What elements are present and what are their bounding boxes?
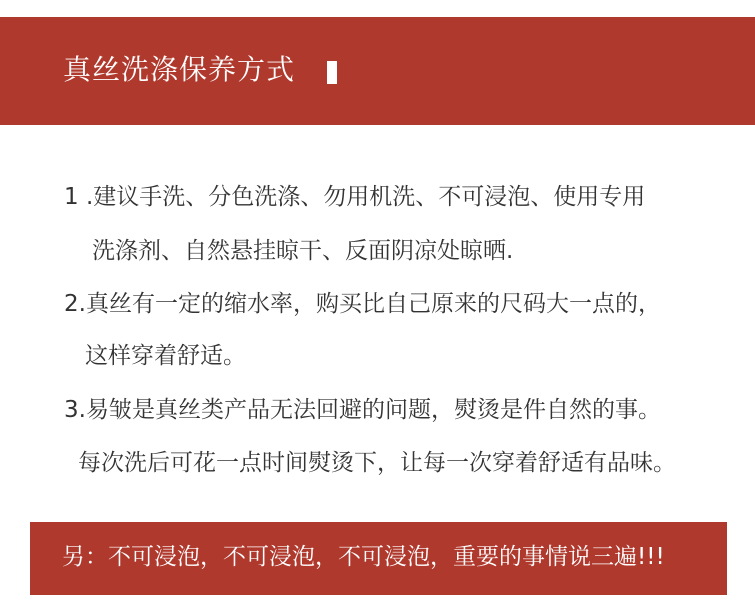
care-instruction-3-line-2: 每次洗后可花一点时间熨烫下，让每一次穿着舒适有品味。 [78, 450, 676, 476]
care-instruction-1-line-1: 1 .建议手洗、分色洗涤、勿用机洗、不可浸泡、使用专用 [64, 184, 646, 210]
care-instruction-3-line-1: 3.易皱是真丝类产品无法回避的问题，熨烫是件自然的事。 [64, 397, 661, 423]
page-title: 真丝洗涤保养方式 [63, 53, 296, 86]
care-instruction-1-line-2: 洗涤剂、自然悬挂晾干、反面阴凉处晾晒. [92, 238, 514, 264]
footer-warning: 另：不可浸泡，不可浸泡，不可浸泡，重要的事情说三遍!!! [62, 544, 665, 570]
bar-marker-icon [327, 61, 337, 84]
care-instruction-2-line-2: 这样穿着舒适。 [85, 343, 246, 369]
care-instruction-2-line-1: 2.真丝有一定的缩水率，购买比自己原来的尺码大一点的， [64, 291, 661, 317]
